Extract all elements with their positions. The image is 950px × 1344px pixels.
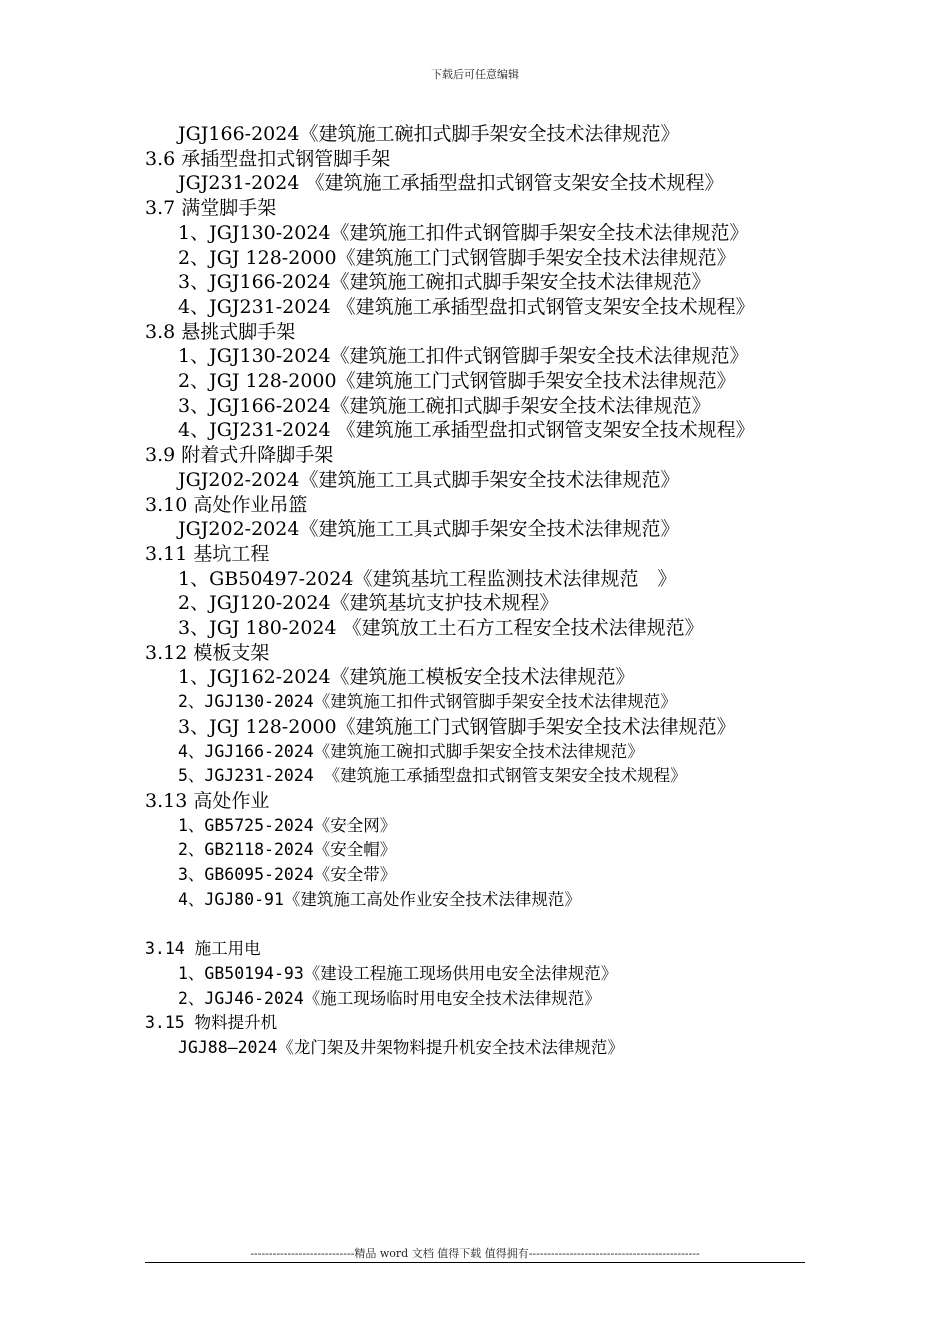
section-heading: 3.13 高处作业: [145, 789, 270, 812]
standard-item: 4、JGJ80-91《建筑施工高处作业安全技术法律规范》: [178, 889, 581, 909]
document-body: [145, 122, 810, 1061]
standard-item: 3、GB6095-2024《安全带》: [178, 865, 397, 885]
section-heading: 3.7 满堂脚手架: [145, 197, 277, 220]
section-heading: 3.14 施工用电: [145, 939, 261, 959]
section-heading: 3.6 承插型盘扣式钢管脚手架: [145, 147, 391, 170]
section-heading: 3.12 模板支架: [145, 641, 270, 664]
section-heading: 3.9 附着式升降脚手架: [145, 444, 334, 467]
page-header: 下载后可任意编辑: [431, 68, 519, 81]
standard-item: 3、JGJ 180-2024 《建筑放工土石方工程安全技术法律规范》: [178, 617, 704, 640]
standard-item: 3、JGJ166-2024《建筑施工碗扣式脚手架安全技术法律规范》: [178, 394, 711, 417]
standard-item: 4、JGJ166-2024《建筑施工碗扣式脚手架安全技术法律规范》: [178, 741, 644, 761]
standard-item: 2、GB2118-2024《安全帽》: [178, 840, 397, 860]
standard-item: JGJ166-2024《建筑施工碗扣式脚手架安全技术法律规范》: [178, 123, 680, 145]
section-heading: 3.8 悬挑式脚手架: [145, 320, 296, 343]
standard-item: 4、JGJ231-2024 《建筑施工承插型盘扣式钢管支架安全技术规程》: [178, 419, 755, 442]
section-heading: 3.15 物料提升机: [145, 1013, 278, 1033]
standard-item: 2、JGJ 128-2000《建筑施工门式钢管脚手架安全技术法律规范》: [178, 246, 736, 269]
footer-rule: [145, 1262, 805, 1263]
standard-item: JGJ202-2024《建筑施工工具式脚手架安全技术法律规范》: [178, 468, 680, 491]
standard-item: 4、JGJ231-2024 《建筑施工承插型盘扣式钢管支架安全技术规程》: [178, 295, 755, 318]
standard-item: 1、JGJ130-2024《建筑施工扣件式钢管脚手架安全技术法律规范》: [178, 221, 749, 244]
standard-item: 2、JGJ46-2024《施工现场临时用电安全技术法律规范》: [178, 988, 601, 1008]
standard-item: 1、JGJ130-2024《建筑施工扣件式钢管脚手架安全技术法律规范》: [178, 345, 749, 368]
page-footer: ----------------------------精品 word 文档 值得下载 值得拥有----------------------------------------------: [250, 1247, 700, 1260]
standard-item: JGJ202-2024《建筑施工工具式脚手架安全技术法律规范》: [178, 518, 680, 541]
standard-item: 2、JGJ130-2024《建筑施工扣件式钢管脚手架安全技术法律规范》: [178, 692, 677, 712]
standard-item: 2、JGJ120-2024《建筑基坑支护技术规程》: [178, 592, 559, 615]
standard-item: 2、JGJ 128-2000《建筑施工门式钢管脚手架安全技术法律规范》: [178, 370, 736, 393]
blank-line: [145, 913, 810, 938]
standard-item: 1、JGJ162-2024《建筑施工模板安全技术法律规范》: [178, 666, 635, 689]
standard-item: 5、JGJ231-2024 《建筑施工承插型盘扣式钢管支架安全技术规程》: [178, 766, 687, 786]
standard-item: JGJ88—2024《龙门架及井架物料提升机安全技术法律规范》: [178, 1038, 624, 1057]
standard-item: 1、GB5725-2024《安全网》: [178, 815, 397, 835]
standard-item: 1、GB50194-93《建设工程施工现场供用电安全法律规范》: [178, 963, 618, 983]
section-heading: 3.11 基坑工程: [145, 542, 270, 565]
section-heading: 3.10 高处作业吊篮: [145, 493, 308, 516]
standard-item: 1、GB50497-2024《建筑基坑工程监测技术法律规范 》: [178, 567, 677, 590]
standard-item: JGJ231-2024 《建筑施工承插型盘扣式钢管支架安全技术规程》: [178, 172, 724, 195]
standard-item: 3、JGJ166-2024《建筑施工碗扣式脚手架安全技术法律规范》: [178, 271, 711, 294]
standard-item: 3、JGJ 128-2000《建筑施工门式钢管脚手架安全技术法律规范》: [178, 715, 736, 738]
